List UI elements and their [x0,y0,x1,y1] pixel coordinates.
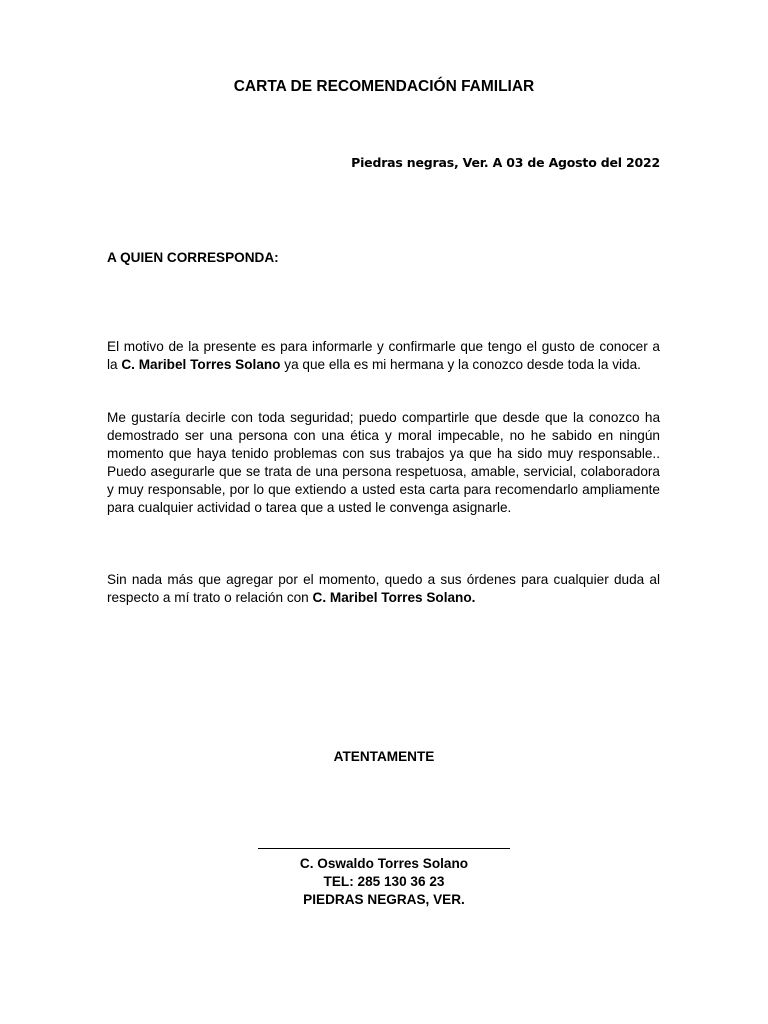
paragraph-closing [107,571,660,607]
paragraph-recommendation: Me gustaría decirle con toda seguridad; puedo compartirle que desde que la conozco ha demostrado ser una persona con una ética y moral impecable, no he sabido en ningún momento que haya tenido problemas con sus trabajos ya que ha sido muy responsable.. Puedo asegurarle que se trata de una persona respetuosa, amable, servicial, colaboradora y muy responsable, por lo que extiendo a usted esta carta para recomendarlo ampliamente para cualquier actividad o tarea que a usted le convenga asignarle. [107,410,660,515]
signer-phone: TEL: 285 130 36 23 [323,874,445,889]
paragraph-introduction-text-before: El motivo de la presente es para informarle y confirmarle que tengo el gusto de conocer a la [107,339,660,372]
paragraph-introduction [107,338,660,374]
signer-name: C. Oswaldo Torres Solano [299,856,469,871]
letter-title: CARTA DE RECOMENDACIÓN FAMILIAR [233,78,535,95]
signature-line [258,848,510,849]
letter-closing: ATENTAMENTE [333,749,435,764]
paragraph-closing-text-before: Sin nada más que agregar por el momento, quedo a sus órdenes para cualquier duda al respecto a mí trato o relación con [107,572,660,605]
letter-salutation: A QUIEN CORRESPONDA: [107,250,279,265]
recommended-person-name: C. Maribel Torres Solano [121,357,281,372]
signer-location: PIEDRAS NEGRAS, VER. [303,892,465,907]
paragraph-introduction-text-after: ya que ella es mi hermana y la conozco desde toda la vida. [280,357,641,372]
recommended-person-name-closing: C. Maribel Torres Solano. [312,590,476,605]
letter-date: Piedras negras, Ver. A 03 de Agosto del 2022 [351,155,660,170]
signature-block [0,848,768,909]
